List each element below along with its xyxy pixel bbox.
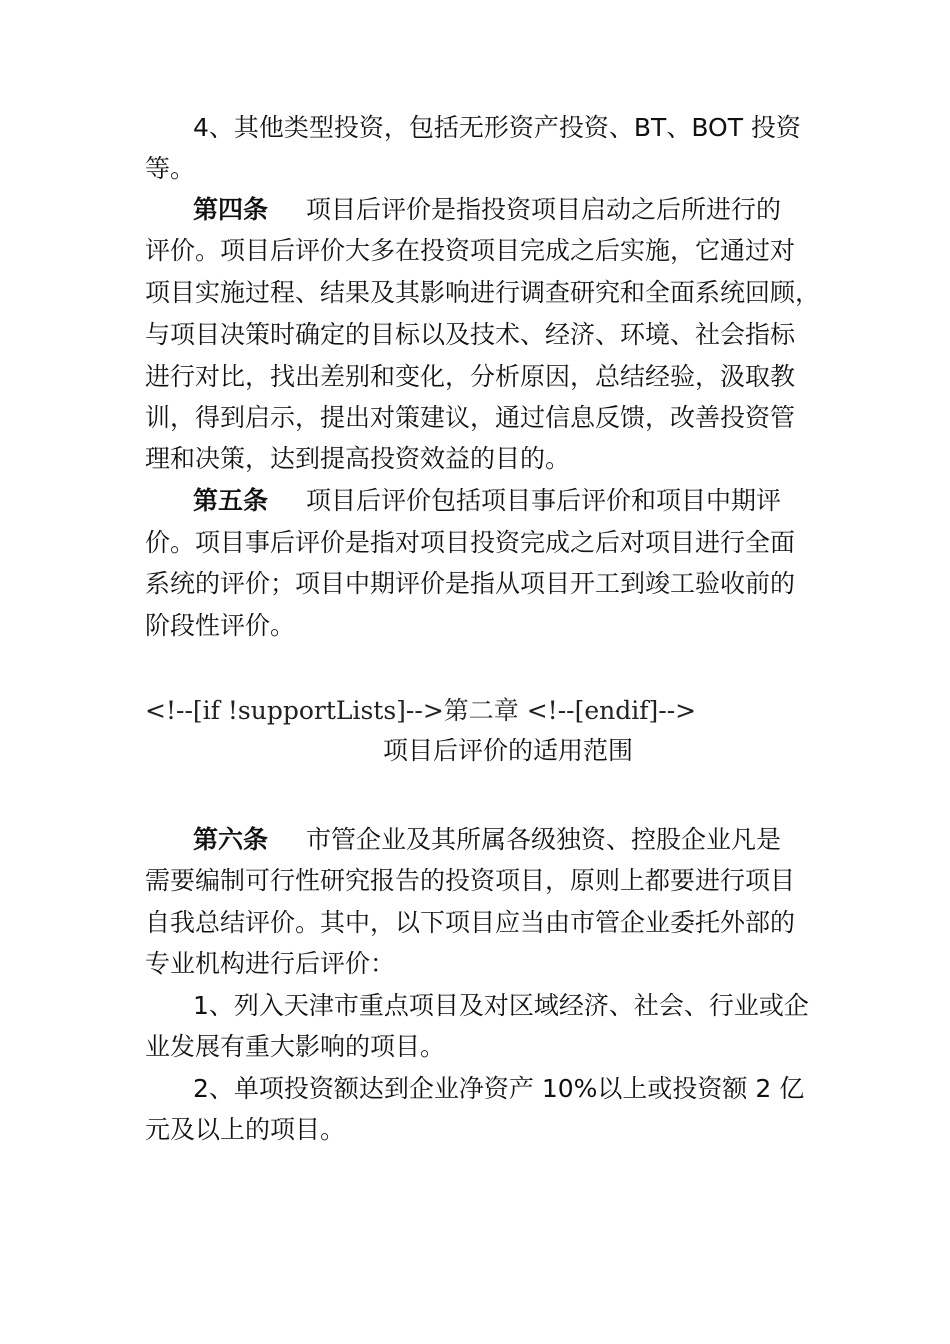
article6-label: 第六条 <box>193 825 269 854</box>
article6-first-line <box>193 822 781 858</box>
article4-line: 理和决策，达到提高投资效益的目的。 <box>145 444 571 473</box>
article6-line: 专业机构进行后评价： <box>145 949 396 978</box>
chapter-title: 项目后评价的适用范围 <box>383 736 634 765</box>
article4-line: 项目实施过程、结果及其影响进行调查研究和全面系统回顾， <box>145 278 821 307</box>
article6-item2-line2: 元及以上的项目。 <box>145 1115 346 1144</box>
article5-line: 价。项目事后评价是指对项目投资完成之后对项目进行全面 <box>145 528 796 557</box>
article5-first-line <box>193 483 781 519</box>
chapter-marker: <!--[if !supportLists]-->第二章 <!--[endif]--> <box>145 696 697 725</box>
article4-line: 评价。项目后评价大多在投资项目完成之后实施，它通过对 <box>145 236 796 265</box>
article4-line: 进行对比，找出差别和变化，分析原因，总结经验，汲取教 <box>145 362 796 391</box>
article5-line: 系统的评价；项目中期评价是指从项目开工到竣工验收前的 <box>145 569 796 598</box>
article6-line: 需要编制可行性研究报告的投资项目，原则上都要进行项目 <box>145 866 796 895</box>
article6-line: 自我总结评价。其中，以下项目应当由市管企业委托外部的 <box>145 908 796 937</box>
article5-label: 第五条 <box>193 486 269 515</box>
article6-item2-line1: 2、单项投资额达到企业净资产 10%以上或投资额 2 亿 <box>193 1074 805 1103</box>
article4-first-line <box>193 192 781 228</box>
item4-line2: 等。 <box>145 154 196 183</box>
article4-line: 训，得到启示，提出对策建议，通过信息反馈，改善投资管 <box>145 403 796 432</box>
article6-item1-line1: 1、列入天津市重点项目及对区域经济、社会、行业或企 <box>193 991 809 1020</box>
article4-line: 与项目决策时确定的目标以及技术、经济、环境、社会指标 <box>145 320 796 349</box>
article5-first-text: 项目后评价包括项目事后评价和项目中期评 <box>306 486 782 515</box>
article6-first-text: 市管企业及其所属各级独资、控股企业凡是 <box>306 825 782 854</box>
item4-line1: 4、其他类型投资，包括无形资产投资、BT、BOT 投资 <box>193 113 801 142</box>
article5-line: 阶段性评价。 <box>145 611 296 640</box>
article4-first-text: 项目后评价是指投资项目启动之后所进行的 <box>306 195 782 224</box>
article4-label: 第四条 <box>193 195 269 224</box>
article6-item1-line2: 业发展有重大影响的项目。 <box>145 1032 446 1061</box>
